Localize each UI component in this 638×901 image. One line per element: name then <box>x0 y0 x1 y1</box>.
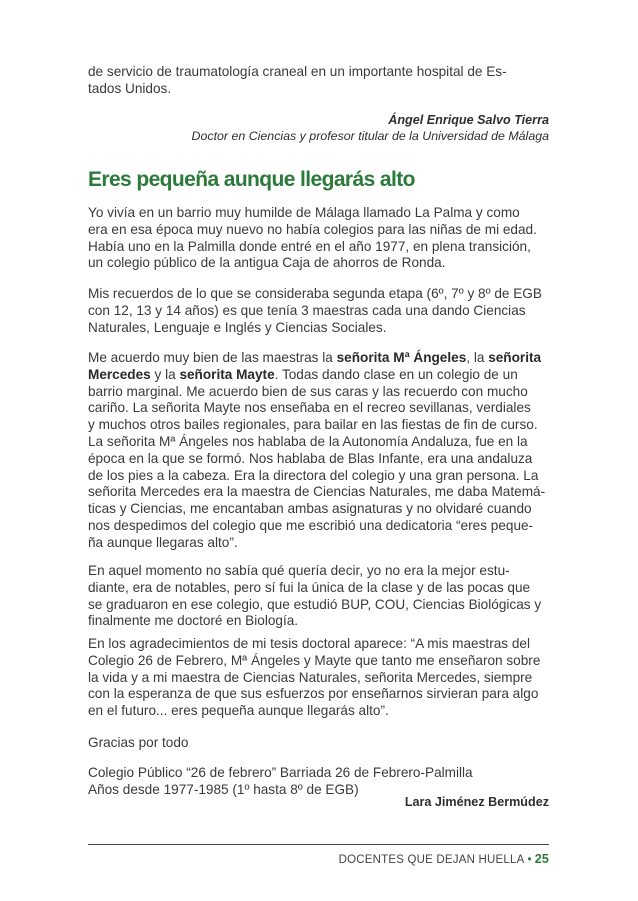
text-line: Gracias por todo <box>88 735 189 750</box>
footer-separator: • <box>527 854 532 866</box>
text-run: y la <box>150 366 180 382</box>
bold-run: señorita <box>488 350 542 365</box>
text-line: con 12, 13 y 14 años) es que tenía 3 maestras cada una dando Ciencias <box>88 302 526 318</box>
paragraph-6 <box>88 735 549 752</box>
signature-title: Doctor en Ciencias y profesor titular de la Universidad de Málaga <box>191 129 549 143</box>
page-number: 25 <box>534 852 549 866</box>
text-line: Naturales, Lenguaje e Inglés y Ciencias Sociales. <box>88 319 387 335</box>
paragraph-1 <box>88 205 549 272</box>
author-signature: Lara Jiménez Bermúdez <box>404 795 549 809</box>
bold-run: señorita Mª Ángeles <box>336 350 467 365</box>
text-line: barrio marginal. Me acuerdo bien de sus caras y las recuerdo con mucho <box>88 383 528 399</box>
paragraph-2 <box>88 286 549 336</box>
text-line: diante, era de notables, pero sí fui la única de la clase y de las pocas que <box>88 579 531 595</box>
text-line: en el futuro... eres pequeña aunque llegarás alto”. <box>88 703 389 719</box>
text-line: época en la que se formó. Nos hablaba de Blas Infante, era una andaluza <box>88 450 533 466</box>
bold-run: Mercedes <box>88 366 151 382</box>
text-line: Mis recuerdos de lo que se consideraba segunda etapa (6º, 7º y 8º de EGB <box>88 286 542 301</box>
text-line: era en esa época muy nuevo no había colegios para las niñas de mi edad. <box>88 221 537 237</box>
text-line: En los agradecimientos de mi tesis doctoral aparece: “A mis maestras del <box>88 636 530 651</box>
intro-line: de servicio de traumatología craneal en un importante hospital de Es- <box>88 64 507 79</box>
text-line: finalmente me doctoré en Biología. <box>88 613 299 629</box>
signature-name: Ángel Enrique Salvo Tierra <box>388 113 549 127</box>
text-line: se graduaron en ese colegio, que estudió BUP, COU, Ciencias Biológicas y <box>88 596 542 612</box>
text-run: Me acuerdo muy bien de las maestras la <box>88 350 337 365</box>
text-line: Yo vivía en un barrio muy humilde de Málaga llamado La Palma y como <box>88 205 520 220</box>
text-line: señorita Mercedes era la maestra de Ciencias Naturales, me daba Matemá- <box>88 484 546 500</box>
text-line: cariño. La señorita Mayte nos enseñaba en el recreo sevillanas, verdiales <box>88 400 531 416</box>
bold-run: señorita Mayte <box>179 366 275 382</box>
text-line <box>88 367 518 382</box>
page-footer <box>339 852 549 866</box>
text-run: , la <box>466 350 489 365</box>
text-line: la vida y a mi maestra de Ciencias Naturales, señorita Mercedes, siempre <box>88 669 533 685</box>
text-line: ticas y Ciencias, me encantaban ambas asignaturas y no olvidaré cuando <box>88 501 532 517</box>
text-line: con la esperanza de que sus esfuerzos por enseñarnos sirvieran para algo <box>88 686 539 702</box>
paragraph-5 <box>88 636 549 720</box>
text-line: un colegio público de la antigua Caja de ahorros de Ronda. <box>88 255 446 271</box>
text-line: de los pies a la cabeza. Era la directora del colegio y una gran persona. La <box>88 467 539 483</box>
text-line: La señorita Mª Ángeles nos hablaba de la Autonomía Andaluza, fue en la <box>88 433 528 449</box>
text-line: Había uno en la Palmilla donde entré en el año 1977, en plena transición, <box>88 238 531 254</box>
text-line <box>88 350 541 365</box>
paragraph-3 <box>88 350 549 552</box>
footer-label: DOCENTES QUE DEJAN HUELLA <box>338 854 525 866</box>
text-line: Colegio 26 de Febrero, Mª Ángeles y Mayte que tanto me enseñaron sobre <box>88 652 541 668</box>
intro-line: tados Unidos. <box>88 80 172 96</box>
text-line: ña aunque llegaras alto”. <box>88 534 238 550</box>
text-line: y muchos otros bailes regionales, para bailar en las fiestas de fin de curso. <box>88 417 538 433</box>
footer-divider <box>88 844 549 845</box>
text-line: Años desde 1977-1985 (1º hasta 8º de EGB) <box>88 781 359 797</box>
text-line: Colegio Público “26 de febrero” Barriada 26 de Febrero-Palmilla <box>88 765 473 780</box>
intro-paragraph <box>88 64 549 98</box>
paragraph-4 <box>88 563 549 630</box>
section-heading: Eres pequeña aunque llegarás alto <box>88 168 415 191</box>
text-line: nos despedimos del colegio que me escribió una dedicatoria “eres peque- <box>88 517 534 533</box>
text-line: En aquel momento no sabía qué quería decir, yo no era la mejor estu- <box>88 563 510 578</box>
paragraph-7 <box>88 765 549 799</box>
text-run: . Todas dando clase en un colegio de un <box>274 366 518 382</box>
